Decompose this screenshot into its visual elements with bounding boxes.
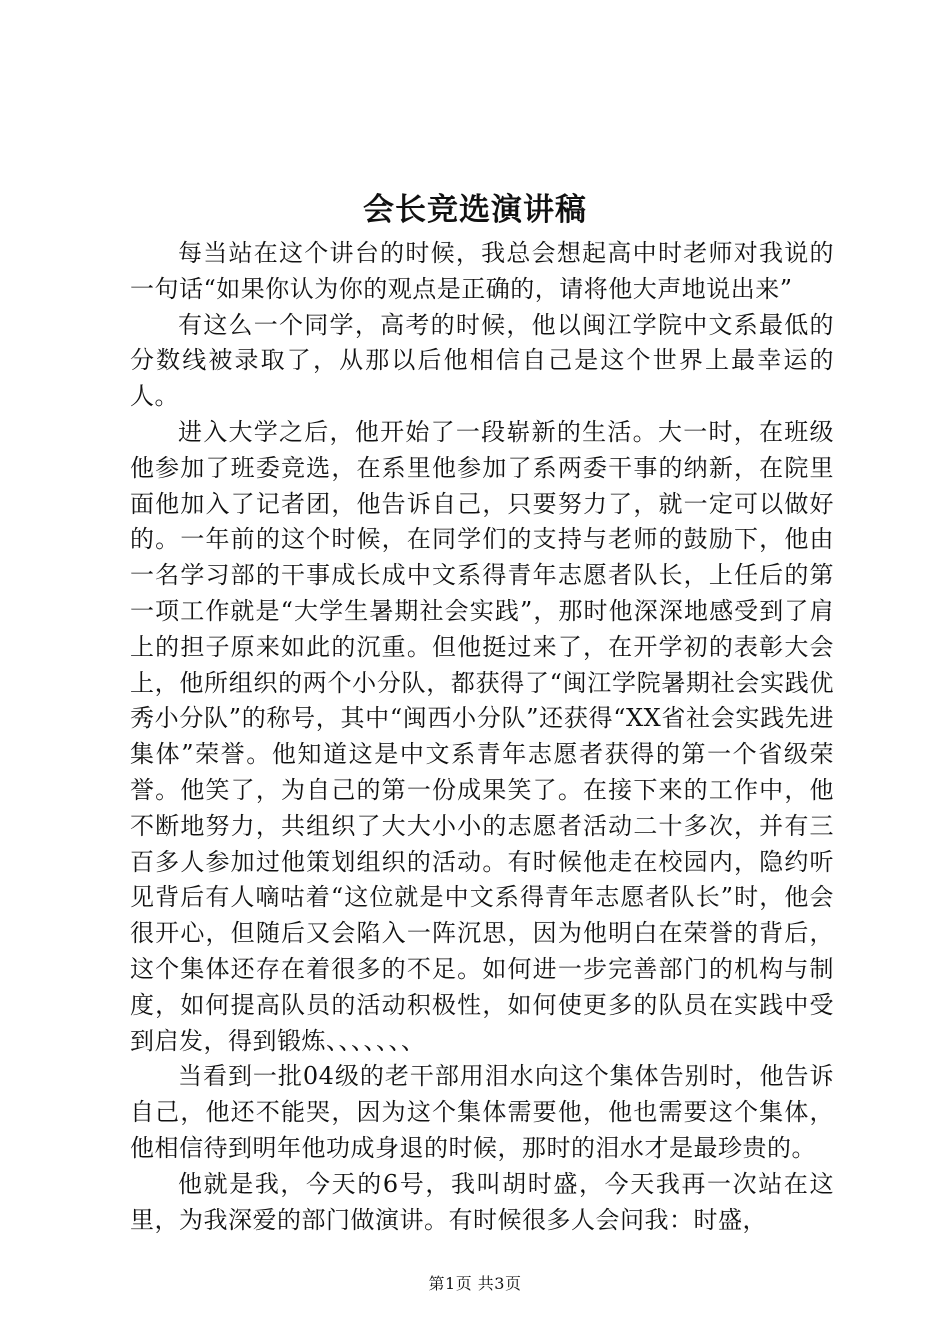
paragraph-5: 他就是我，今天的6号，我叫胡时盛，今天我再一次站在这里，为我深爱的部门做演讲。有时候很多人会问我：时盛， <box>130 1169 834 1234</box>
page-indicator: 第1页 共3页 <box>428 1274 522 1293</box>
paragraph-2: 有这么一个同学，高考的时候，他以闽江学院中文系最低的分数线被录取了，从那以后他相信自己是这个世界上最幸运的人。 <box>130 310 834 411</box>
document-title: 会长竞选演讲稿 <box>363 192 587 228</box>
paragraph-3: 进入大学之后，他开始了一段崭新的生活。大一时，在班级他参加了班委竞选，在系里他参加了系两委干事的纳新，在院里面他加入了记者团，他告诉自己，只要努力了，就一定可以做好的。一年前的这个时候，在同学们的支持与老师的鼓励下，他由一名学习部的干事成长成中文系得青年志愿者队长，上任后的第一项工作就是“大学生暑期社会实践”，那时他深深地感受到了肩上的担子原来如此的沉重。但他挺过来了，在开学初的表彰大会上，他所组织的两个小分队，都获得了“闽江学院暑期社会实践优秀小分队”的称号，其中“闽西小分队”还获得“XX省社会实践先进集体”荣誉。他知道这是中文系青年志愿者获得的第一个省级荣誉。他笑了，为自己的第一份成果笑了。在接下来的工作中，他不断地努力，共组织了大大小小的志愿者活动二十多次，并有三百多人参加过他策划组织的活动。有时候他走在校园内，隐约听见背后有人嘀咕着“这位就是中文系得青年志愿者队长”时，他会很开心，但随后又会陷入一阵沉思，因为他明白在荣誉的背后，这个集体还存在着很多的不足。如何进一步完善部门的机构与制度，如何提高队员的活动积极性，如何使更多的队员在实践中受到启发，得到锻炼、、、、、、、 <box>130 417 834 1055</box>
paragraph-1: 每当站在这个讲台的时候，我总会想起高中时老师对我说的一句话“如果你认为你的观点是正确的，请将他大声地说出来” <box>130 239 834 303</box>
document-body <box>130 236 834 1238</box>
paragraph-4: 当看到一批04级的老干部用泪水向这个集体告别时，他告诉自己，他还不能哭，因为这个集体需要他，他也需要这个集体，他相信待到明年他功成身退的时候，那时的泪水才是最珍贵的。 <box>130 1062 834 1162</box>
